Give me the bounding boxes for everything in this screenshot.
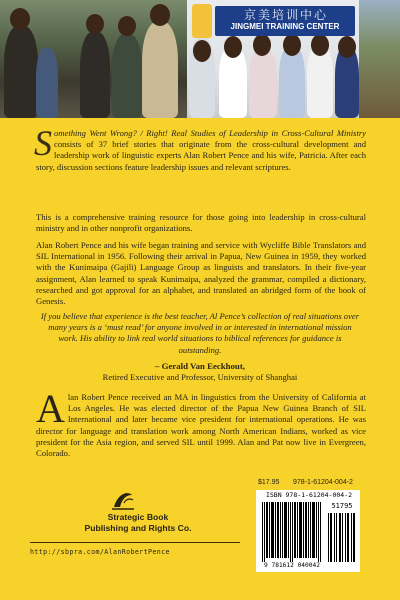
publisher-url: http://sbpra.com/AlanRobertPence xyxy=(30,548,170,556)
price-label: $17.95 xyxy=(258,479,280,486)
drop-cap-a: A xyxy=(36,386,65,431)
training-resource-paragraph: This is a comprehensive training resource for those going into leadership in cross-cultural ministry and in other nonprofit organizations. xyxy=(36,212,366,234)
drop-cap-s: S xyxy=(34,123,52,163)
mountain-landscape-photo xyxy=(359,0,400,118)
barcode-digits: 9 781612 040042 xyxy=(264,562,320,569)
barcode-main-bars xyxy=(262,502,322,562)
sign-chinese-text: 京美培训中心 xyxy=(243,8,328,22)
sign-english-text: JINGMEI TRAINING CENTER xyxy=(230,22,340,31)
book-title: omething Went Wrong? / Right! Real Studies of Leadership in Cross-Cultural Ministry xyxy=(54,128,366,138)
endorsement-quote: If you believe that experience is the best teacher, Al Pence’s collection of real situations over many years is a ‘must read’ for anyone involved in or interested in international mission work. His ability to link real world situations to biblical references for guidance is outstanding. xyxy=(40,311,360,355)
training-center-logo xyxy=(192,4,212,38)
publisher-name-line2: Publishing and Rights Co. xyxy=(84,523,192,533)
endorser-title: Retired Executive and Professor, University of Shanghai xyxy=(102,372,298,382)
author-bio-paragraph xyxy=(36,386,366,459)
book-description-body: consists of 37 brief stories that originate from the cross-cultural development and leadership work of linguistic experts Alan Robert Pence and his wife, Patricia. After each story, discussion sections feature leadership issues and relevant scriptures. xyxy=(36,139,366,172)
isbn-label: 978-1-61204-004-2 xyxy=(293,479,353,486)
village-people-photo xyxy=(0,0,187,118)
author-service-paragraph: Alan Robert Pence and his wife began training and service with Wycliffe Bible Translators and SIL International in 1956. Following their arrival in Papua, New Guinea in 1959, they worked with the Kunimaipa (Gajili) Language Group as linguists and translators. In their five-year assignment, Alan learned to speak Kunimaipa, analyzed the grammar, compiled a dictionary, researched and got approval for an alphabet, and translated an abridged form of the book of Genesis. xyxy=(36,240,366,307)
barcode-price-code: 51795 xyxy=(331,502,353,510)
author-bio-body: lan Robert Pence received an MA in linguistics from the University of California at Los Angeles. He was elected director of the Papua New Guinea Branch of SIL International and later became vice president for international operations. He was director for language and translation work among North American Indians, worked as vice president for the Asia region, and served SIL until 1999. Alan and Pat now live in Evergreen, Colorado. xyxy=(36,392,366,459)
barcode-price-bars xyxy=(328,513,356,562)
endorser-name: – Gerald Van Eeckhout, xyxy=(155,361,245,371)
publisher-logo-icon xyxy=(110,489,136,511)
barcode-isbn-text: ISBN 978-1-61204-004-2 xyxy=(265,491,353,499)
book-description xyxy=(34,123,366,173)
publisher-name-line1: Strategic Book xyxy=(107,512,169,522)
divider xyxy=(30,542,240,543)
